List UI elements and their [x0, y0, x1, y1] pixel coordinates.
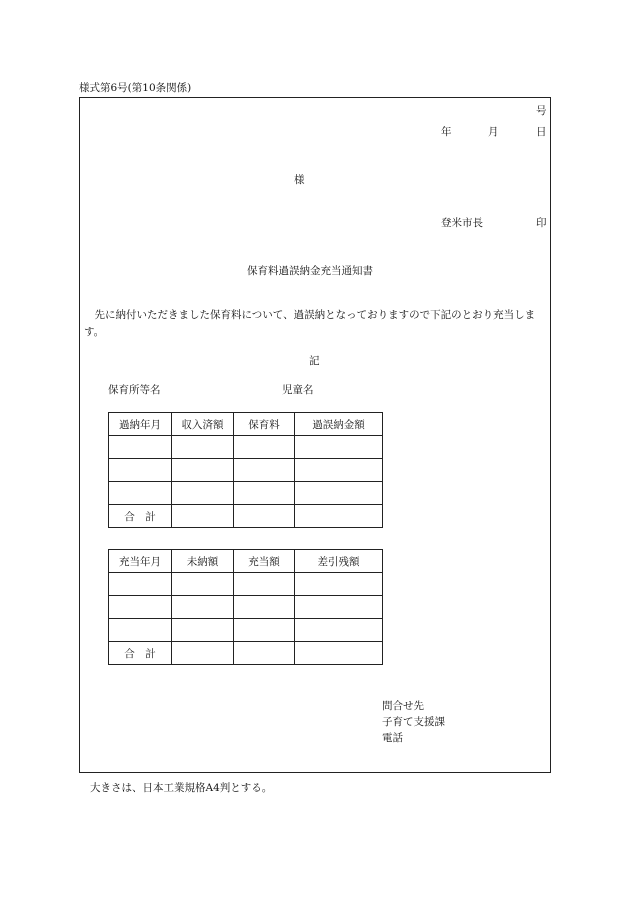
table-cell	[295, 505, 383, 528]
table-row	[109, 596, 383, 619]
table-cell	[295, 436, 383, 459]
child-label: 児童名	[282, 384, 314, 396]
table-cell	[172, 642, 234, 665]
header-cell: 過納年月	[109, 413, 172, 436]
table-cell	[234, 619, 295, 642]
allocation-table	[108, 549, 383, 665]
table-row	[109, 619, 383, 642]
total-label: 合 計	[109, 505, 172, 528]
table-cell	[234, 436, 295, 459]
table-cell	[295, 596, 383, 619]
contact-label: 問合せ先	[382, 700, 424, 712]
table-cell	[295, 459, 383, 482]
form-title: 様式第6号(第10条関係)	[79, 82, 192, 94]
contact-phone-label: 電話	[382, 732, 403, 744]
table-cell	[172, 436, 234, 459]
table-cell	[172, 619, 234, 642]
table-cell	[109, 596, 172, 619]
table-cell	[109, 436, 172, 459]
seal-label: 印	[536, 217, 547, 229]
facility-label: 保育所等名	[108, 384, 161, 396]
table-cell	[109, 619, 172, 642]
contact-department: 子育て支援課	[382, 716, 445, 728]
issuer-name: 登米市長	[441, 217, 483, 229]
day-label: 日	[536, 126, 547, 138]
table-cell	[234, 482, 295, 505]
table-total-row	[109, 642, 383, 665]
table-cell	[172, 482, 234, 505]
overpayment-table	[108, 412, 383, 528]
table-cell	[295, 573, 383, 596]
footer-note: 大きさは、日本工業規格A4判とする。	[90, 782, 273, 794]
table-cell	[109, 573, 172, 596]
table-cell	[172, 596, 234, 619]
table-cell	[172, 505, 234, 528]
table-cell	[234, 596, 295, 619]
table-cell	[234, 459, 295, 482]
body-text: 先に納付いただきました保育料について、過誤納となっておりますので下記のとおり充当します。	[84, 309, 536, 338]
year-label: 年	[441, 126, 452, 138]
table-cell	[172, 459, 234, 482]
ki-label: 記	[309, 355, 320, 367]
table-cell	[295, 619, 383, 642]
header-cell: 収入済額	[172, 413, 234, 436]
header-cell: 保育料	[234, 413, 295, 436]
table-row	[109, 482, 383, 505]
table-row	[109, 459, 383, 482]
table-cell	[172, 573, 234, 596]
header-cell: 過誤納金額	[295, 413, 383, 436]
table-total-row	[109, 505, 383, 528]
table-cell	[109, 459, 172, 482]
table-cell	[295, 642, 383, 665]
table-cell	[109, 482, 172, 505]
table-row	[109, 436, 383, 459]
table-cell	[234, 642, 295, 665]
table-cell	[234, 505, 295, 528]
number-label: 号	[536, 105, 547, 117]
header-cell: 充当額	[234, 550, 295, 573]
total-label: 合 計	[109, 642, 172, 665]
addressee-suffix: 様	[294, 174, 305, 186]
month-label: 月	[488, 126, 499, 138]
table-cell	[295, 482, 383, 505]
header-cell: 差引残額	[295, 550, 383, 573]
document-title: 保育料過誤納金充当通知書	[247, 265, 373, 277]
header-cell: 未納額	[172, 550, 234, 573]
table-header-row	[109, 550, 383, 573]
table-header-row	[109, 413, 383, 436]
header-cell: 充当年月	[109, 550, 172, 573]
table-row	[109, 573, 383, 596]
table-cell	[234, 573, 295, 596]
